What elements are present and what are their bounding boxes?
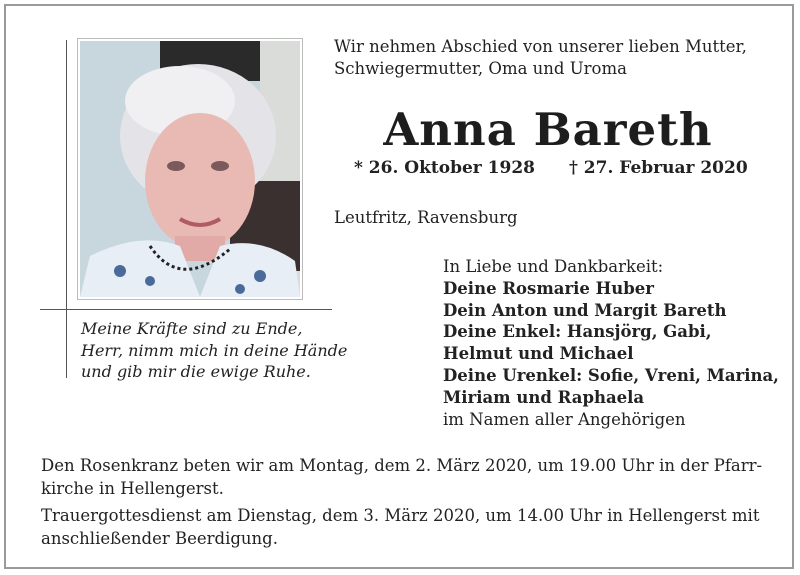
funeral-line: anschließender Beerdigung. [41,528,278,548]
rosary-line: Den Rosenkranz beten wir am Montag, dem 2. März 2020, um 19.00 Uhr in der Pfarr- [41,456,763,475]
residence-place: Leutfritz, Ravensburg [334,208,518,227]
mourners-heading: In Liebe und Dankbarkeit: [443,257,664,276]
service-info [41,455,763,555]
quote-line: Herr, nimm mich in deine Hände [81,340,348,360]
funeral-line: Trauergottesdienst am Dienstag, dem 3. März 2020, um 14.00 Uhr in Hellengerst mit [41,506,760,525]
intro-text [334,36,774,80]
intro-line-1: Wir nehmen Abschied von unserer lieben Mutter, [334,37,747,56]
horizontal-rule [40,309,332,310]
rosary-line: kirche in Hellengerst. [41,478,224,498]
mourner-line: Deine Urenkel: Sofie, Vreni, Marina, [443,365,779,385]
rosary-info [41,455,763,500]
mourners-footer: im Namen aller Angehörigen [443,409,686,429]
quote-line: Meine Kräfte sind zu Ende, [81,319,303,338]
mourner-line: Miriam und Raphaela [443,387,645,407]
mourner-line: Helmut und Michael [443,344,634,364]
mourner-line: Deine Rosmarie Huber [443,278,654,298]
mourners-list [443,256,783,430]
death-date: † 27. Februar 2020 [569,158,748,178]
mourner-line: Deine Enkel: Hansjörg, Gabi, [443,322,712,342]
mourner-line: Dein Anton und Margit Bareth [443,300,727,320]
funeral-info [41,505,763,550]
vertical-rule [66,40,67,378]
birth-date: * 26. Oktober 1928 [354,158,535,178]
portrait-photo [78,39,302,299]
quote-line: und gib mir die ewige Ruhe. [81,362,311,381]
memorial-quote [81,318,348,383]
deceased-name: Anna Bareth [383,103,713,156]
intro-line-2: Schwiegermutter, Oma und Uroma [334,59,627,78]
